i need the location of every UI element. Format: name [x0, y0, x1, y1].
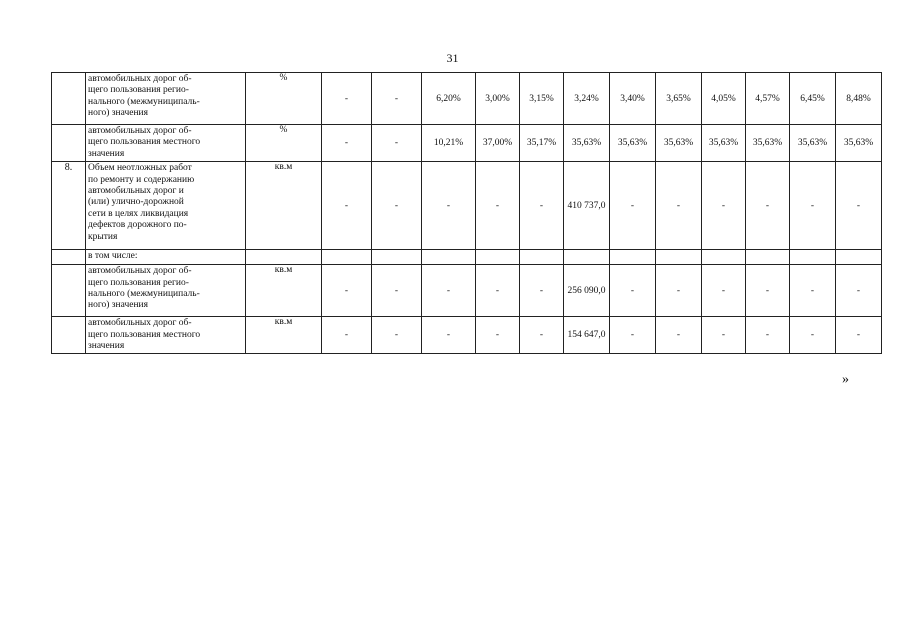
value-cell: -: [322, 125, 372, 162]
closing-quote-mark: »: [842, 372, 849, 387]
value-cell: -: [702, 317, 746, 354]
indicator-name: автомобильных дорог об- щего пользования регио- нального (межмуниципаль- ного) значения: [86, 73, 246, 125]
value-cell: 3,24%: [564, 73, 610, 125]
value-cell: [564, 250, 610, 265]
value-cell: -: [372, 317, 422, 354]
value-cell: -: [656, 317, 702, 354]
indicator-name: автомобильных дорог об- щего пользования местного значения: [86, 125, 246, 162]
indicator-name: Объем неотложных работ по ремонту и содержанию автомобильных дорог и (или) улично-дорожной сети в целях ликвидация дефектов дорожного по- крытия: [86, 162, 246, 250]
value-cell: 3,00%: [476, 73, 520, 125]
value-cell: -: [422, 162, 476, 250]
value-cell: [372, 250, 422, 265]
value-cell: 10,21%: [422, 125, 476, 162]
value-cell: 35,63%: [564, 125, 610, 162]
value-cell: -: [746, 162, 790, 250]
value-cell: -: [656, 162, 702, 250]
value-cell: 35,17%: [520, 125, 564, 162]
value-cell: -: [520, 265, 564, 317]
value-cell: -: [702, 265, 746, 317]
value-cell: -: [476, 162, 520, 250]
table-row: [52, 125, 882, 162]
value-cell: -: [372, 162, 422, 250]
value-cell: 35,63%: [790, 125, 836, 162]
row-number: [52, 250, 86, 265]
value-cell: [322, 250, 372, 265]
unit-cell: [246, 250, 322, 265]
value-cell: -: [836, 162, 882, 250]
value-cell: 4,57%: [746, 73, 790, 125]
value-cell: -: [790, 265, 836, 317]
value-cell: -: [790, 317, 836, 354]
value-cell: [422, 250, 476, 265]
table-row: [52, 162, 882, 250]
value-cell: -: [656, 265, 702, 317]
value-cell: -: [476, 317, 520, 354]
value-cell: 410 737,0: [564, 162, 610, 250]
value-cell: 35,63%: [746, 125, 790, 162]
value-cell: 37,00%: [476, 125, 520, 162]
table-row: [52, 265, 882, 317]
value-cell: [610, 250, 656, 265]
value-cell: 4,05%: [702, 73, 746, 125]
value-cell: [476, 250, 520, 265]
page-number: 31: [446, 51, 459, 65]
row-number: [52, 317, 86, 354]
unit-cell: %: [246, 125, 322, 162]
value-cell: 154 647,0: [564, 317, 610, 354]
value-cell: [790, 250, 836, 265]
value-cell: 35,63%: [610, 125, 656, 162]
value-cell: -: [836, 317, 882, 354]
indicator-name: в том числе:: [86, 250, 246, 265]
row-number: [52, 265, 86, 317]
table-row: [52, 73, 882, 125]
value-cell: 6,45%: [790, 73, 836, 125]
unit-cell: кв.м: [246, 265, 322, 317]
table-row: [52, 317, 882, 354]
value-cell: 35,63%: [836, 125, 882, 162]
row-number: 8.: [52, 162, 86, 250]
value-cell: [702, 250, 746, 265]
value-cell: -: [322, 162, 372, 250]
value-cell: [746, 250, 790, 265]
value-cell: -: [372, 73, 422, 125]
value-cell: -: [610, 317, 656, 354]
value-cell: 3,65%: [656, 73, 702, 125]
value-cell: -: [610, 265, 656, 317]
value-cell: 3,40%: [610, 73, 656, 125]
value-cell: -: [422, 265, 476, 317]
value-cell: [836, 250, 882, 265]
data-table: [51, 72, 882, 354]
value-cell: -: [520, 317, 564, 354]
value-cell: -: [422, 317, 476, 354]
value-cell: -: [702, 162, 746, 250]
value-cell: -: [322, 73, 372, 125]
value-cell: -: [520, 162, 564, 250]
unit-cell: кв.м: [246, 317, 322, 354]
table-row: [52, 250, 882, 265]
indicator-name: автомобильных дорог об- щего пользования регио- нального (межмуниципаль- ного) значения: [86, 265, 246, 317]
indicator-name: автомобильных дорог об- щего пользования местного значения: [86, 317, 246, 354]
row-number: [52, 73, 86, 125]
value-cell: -: [610, 162, 656, 250]
value-cell: -: [372, 265, 422, 317]
value-cell: 6,20%: [422, 73, 476, 125]
value-cell: 3,15%: [520, 73, 564, 125]
value-cell: [656, 250, 702, 265]
value-cell: -: [746, 317, 790, 354]
value-cell: 35,63%: [656, 125, 702, 162]
value-cell: 35,63%: [702, 125, 746, 162]
value-cell: -: [322, 317, 372, 354]
unit-cell: %: [246, 73, 322, 125]
value-cell: -: [372, 125, 422, 162]
value-cell: 256 090,0: [564, 265, 610, 317]
value-cell: -: [790, 162, 836, 250]
value-cell: 8,48%: [836, 73, 882, 125]
unit-cell: кв.м: [246, 162, 322, 250]
value-cell: -: [322, 265, 372, 317]
value-cell: -: [476, 265, 520, 317]
value-cell: [520, 250, 564, 265]
value-cell: -: [746, 265, 790, 317]
value-cell: -: [836, 265, 882, 317]
row-number: [52, 125, 86, 162]
